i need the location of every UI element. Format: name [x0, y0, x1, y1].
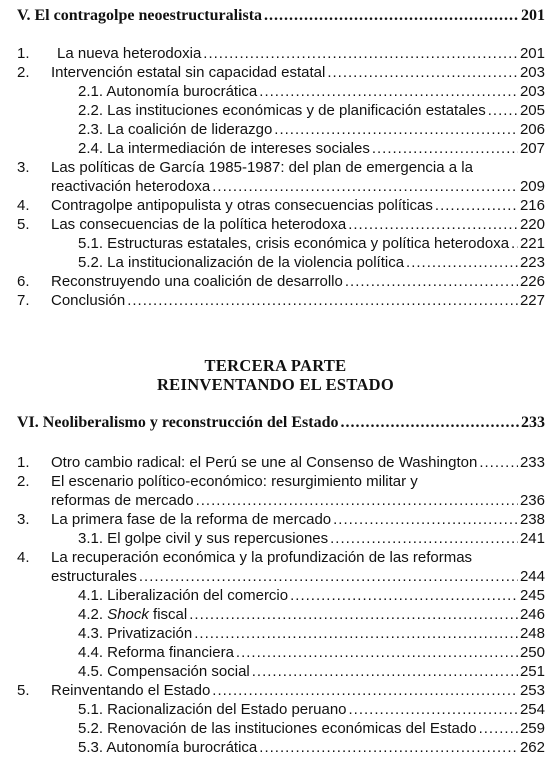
dot-leader [274, 120, 518, 139]
toc-entry [0, 624, 551, 643]
toc-entry [0, 662, 551, 681]
page-number: 207 [519, 140, 545, 157]
entry-number: 6. [17, 273, 30, 290]
entry-number: 5. [17, 216, 30, 233]
dot-leader [189, 605, 518, 624]
part-title-line-2: REINVENTANDO EL ESTADO [156, 375, 395, 394]
entry-number: 5. [17, 682, 30, 699]
dot-leader [340, 413, 519, 432]
toc-entry [0, 139, 551, 158]
page-number: 206 [519, 121, 545, 138]
entry-number: 2. [17, 473, 30, 490]
dot-leader [488, 101, 518, 120]
dot-leader [127, 291, 518, 310]
toc-entry [0, 548, 551, 567]
dot-leader [511, 234, 518, 253]
entry-title: 2.1. Autonomía burocrática [78, 83, 258, 100]
page-number: 246 [519, 606, 545, 623]
dot-leader [348, 215, 518, 234]
entry-title: La nueva heterodoxia [57, 45, 202, 62]
entry-title: 5.1. Estructuras estatales, crisis económica y política heterodoxa [78, 235, 510, 252]
toc-entry [0, 253, 551, 272]
toc-entry [0, 472, 551, 491]
entry-title: 2.4. La intermediación de intereses sociales [78, 140, 370, 157]
dot-leader [349, 700, 518, 719]
page-number: 244 [519, 568, 545, 585]
dot-leader [406, 253, 518, 272]
page-number: 245 [519, 587, 545, 604]
dot-leader [236, 643, 518, 662]
dot-leader [479, 453, 518, 472]
dot-leader [290, 586, 518, 605]
page-number: 203 [519, 64, 545, 81]
entry-number: 1. [17, 454, 30, 471]
entry-title: 4.3. Privatización [78, 625, 193, 642]
entry-title: Reconstruyendo una coalición de desarrollo [51, 273, 343, 290]
toc-entry [0, 605, 551, 624]
entry-number: 4. [17, 197, 30, 214]
entry-number: 4. [17, 549, 30, 566]
page-number: 236 [519, 492, 545, 509]
part-title-line-1: TERCERA PARTE [204, 356, 347, 375]
page-number: 251 [519, 663, 545, 680]
entry-title: Las políticas de García 1985-1987: del plan de emergencia a la [51, 159, 473, 176]
dot-leader [435, 196, 518, 215]
entry-title: 3.1. El golpe civil y sus repercusiones [78, 530, 329, 547]
entry-title: Las consecuencias de la política heterodoxa [51, 216, 347, 233]
page-number: 205 [519, 102, 545, 119]
entry-title: Otro cambio radical: el Perú se une al Consenso de Washington [51, 454, 478, 471]
entry-number: 3. [17, 511, 30, 528]
chapter-heading [0, 413, 551, 432]
dot-leader [330, 529, 518, 548]
page-number: 233 [521, 414, 545, 431]
entry-number: 7. [17, 292, 30, 309]
toc-entry [0, 586, 551, 605]
entry-title: La recuperación económica y la profundización de las reformas [51, 549, 473, 566]
page-number: 203 [519, 83, 545, 100]
entry-title: 5.1. Racionalización del Estado peruano [78, 701, 347, 718]
page-number: 223 [519, 254, 545, 271]
page-number: 238 [519, 511, 545, 528]
dot-leader [252, 662, 518, 681]
entry-title: 4.1. Liberalización del comercio [78, 587, 289, 604]
entry-title-continuation: reactivación heterodoxa [51, 178, 211, 195]
dot-leader [333, 510, 518, 529]
toc-entry [0, 82, 551, 101]
entry-title: El escenario político-económico: resurgimiento militar y [51, 473, 418, 490]
toc-entry-continuation [0, 567, 551, 586]
entry-title: 4.2. Shock fiscal [78, 606, 188, 623]
entry-title: La primera fase de la reforma de mercado [51, 511, 332, 528]
entry-title: 4.5. Compensación social [78, 663, 250, 680]
page-number: 227 [519, 292, 545, 309]
page-number: 250 [519, 644, 545, 661]
entry-title: Conclusión [51, 292, 126, 309]
toc-entry [0, 643, 551, 662]
page-number: 209 [519, 178, 545, 195]
toc-entry [0, 120, 551, 139]
toc-entry [0, 234, 551, 253]
entry-title-continuation: reformas de mercado [51, 492, 194, 509]
toc-entry [0, 719, 551, 738]
dot-leader [479, 719, 518, 738]
toc-entry [0, 272, 551, 291]
entry-title: 5.3. Autonomía burocrática [78, 739, 258, 756]
dot-leader [259, 82, 518, 101]
entry-title: 2.3. La coalición de liderazgo [78, 121, 273, 138]
page-number: 221 [519, 235, 545, 252]
page-number: 259 [519, 720, 545, 737]
toc-entry [0, 44, 551, 63]
toc-entry [0, 196, 551, 215]
toc-entry [0, 291, 551, 310]
dot-leader [194, 624, 518, 643]
chapter-title: V. El contragolpe neoestructuralista [17, 7, 263, 24]
toc-entry-continuation [0, 177, 551, 196]
dot-leader [264, 6, 519, 25]
toc-entry [0, 700, 551, 719]
entry-title: 5.2. Renovación de las instituciones económicas del Estado [78, 720, 477, 737]
dot-leader [212, 177, 518, 196]
page-number: 201 [519, 45, 545, 62]
chapter-title: VI. Neoliberalismo y reconstrucción del Estado [17, 414, 339, 431]
dot-leader [259, 738, 518, 757]
page-number: 253 [519, 682, 545, 699]
dot-leader [203, 44, 518, 63]
entry-title: 4.4. Reforma financiera [78, 644, 234, 661]
page-number: 262 [519, 739, 545, 756]
dot-leader [345, 272, 518, 291]
entry-title: Intervención estatal sin capacidad estatal [51, 64, 326, 81]
page-number: 241 [519, 530, 545, 547]
page-number: 201 [521, 7, 545, 24]
page-number: 233 [519, 454, 545, 471]
toc-entry [0, 101, 551, 120]
entry-title: Contragolpe antipopulista y otras consecuencias políticas [51, 197, 433, 214]
toc-entry [0, 510, 551, 529]
toc-entry [0, 215, 551, 234]
entry-number: 1. [17, 45, 30, 62]
toc-entry [0, 63, 551, 82]
entry-number: 3. [17, 159, 30, 176]
dot-leader [212, 681, 518, 700]
dot-leader [327, 63, 518, 82]
toc-entry [0, 681, 551, 700]
toc-entry-continuation [0, 491, 551, 510]
entry-title-continuation: estructurales [51, 568, 137, 585]
entry-number: 2. [17, 64, 30, 81]
page-number: 220 [519, 216, 545, 233]
page-number: 216 [519, 197, 545, 214]
page-number: 226 [519, 273, 545, 290]
page-number: 248 [519, 625, 545, 642]
toc-entry [0, 453, 551, 472]
entry-title: 5.2. La institucionalización de la violencia política [78, 254, 405, 271]
toc-entry [0, 738, 551, 757]
page-number: 254 [519, 701, 545, 718]
chapter-heading [0, 6, 551, 25]
entry-title: 2.2. Las instituciones económicas y de planificación estatales [78, 102, 486, 119]
dot-leader [372, 139, 518, 158]
toc-entry [0, 158, 551, 177]
dot-leader [196, 491, 518, 510]
dot-leader [139, 567, 518, 586]
entry-title: Reinventando el Estado [51, 682, 211, 699]
toc-entry [0, 529, 551, 548]
